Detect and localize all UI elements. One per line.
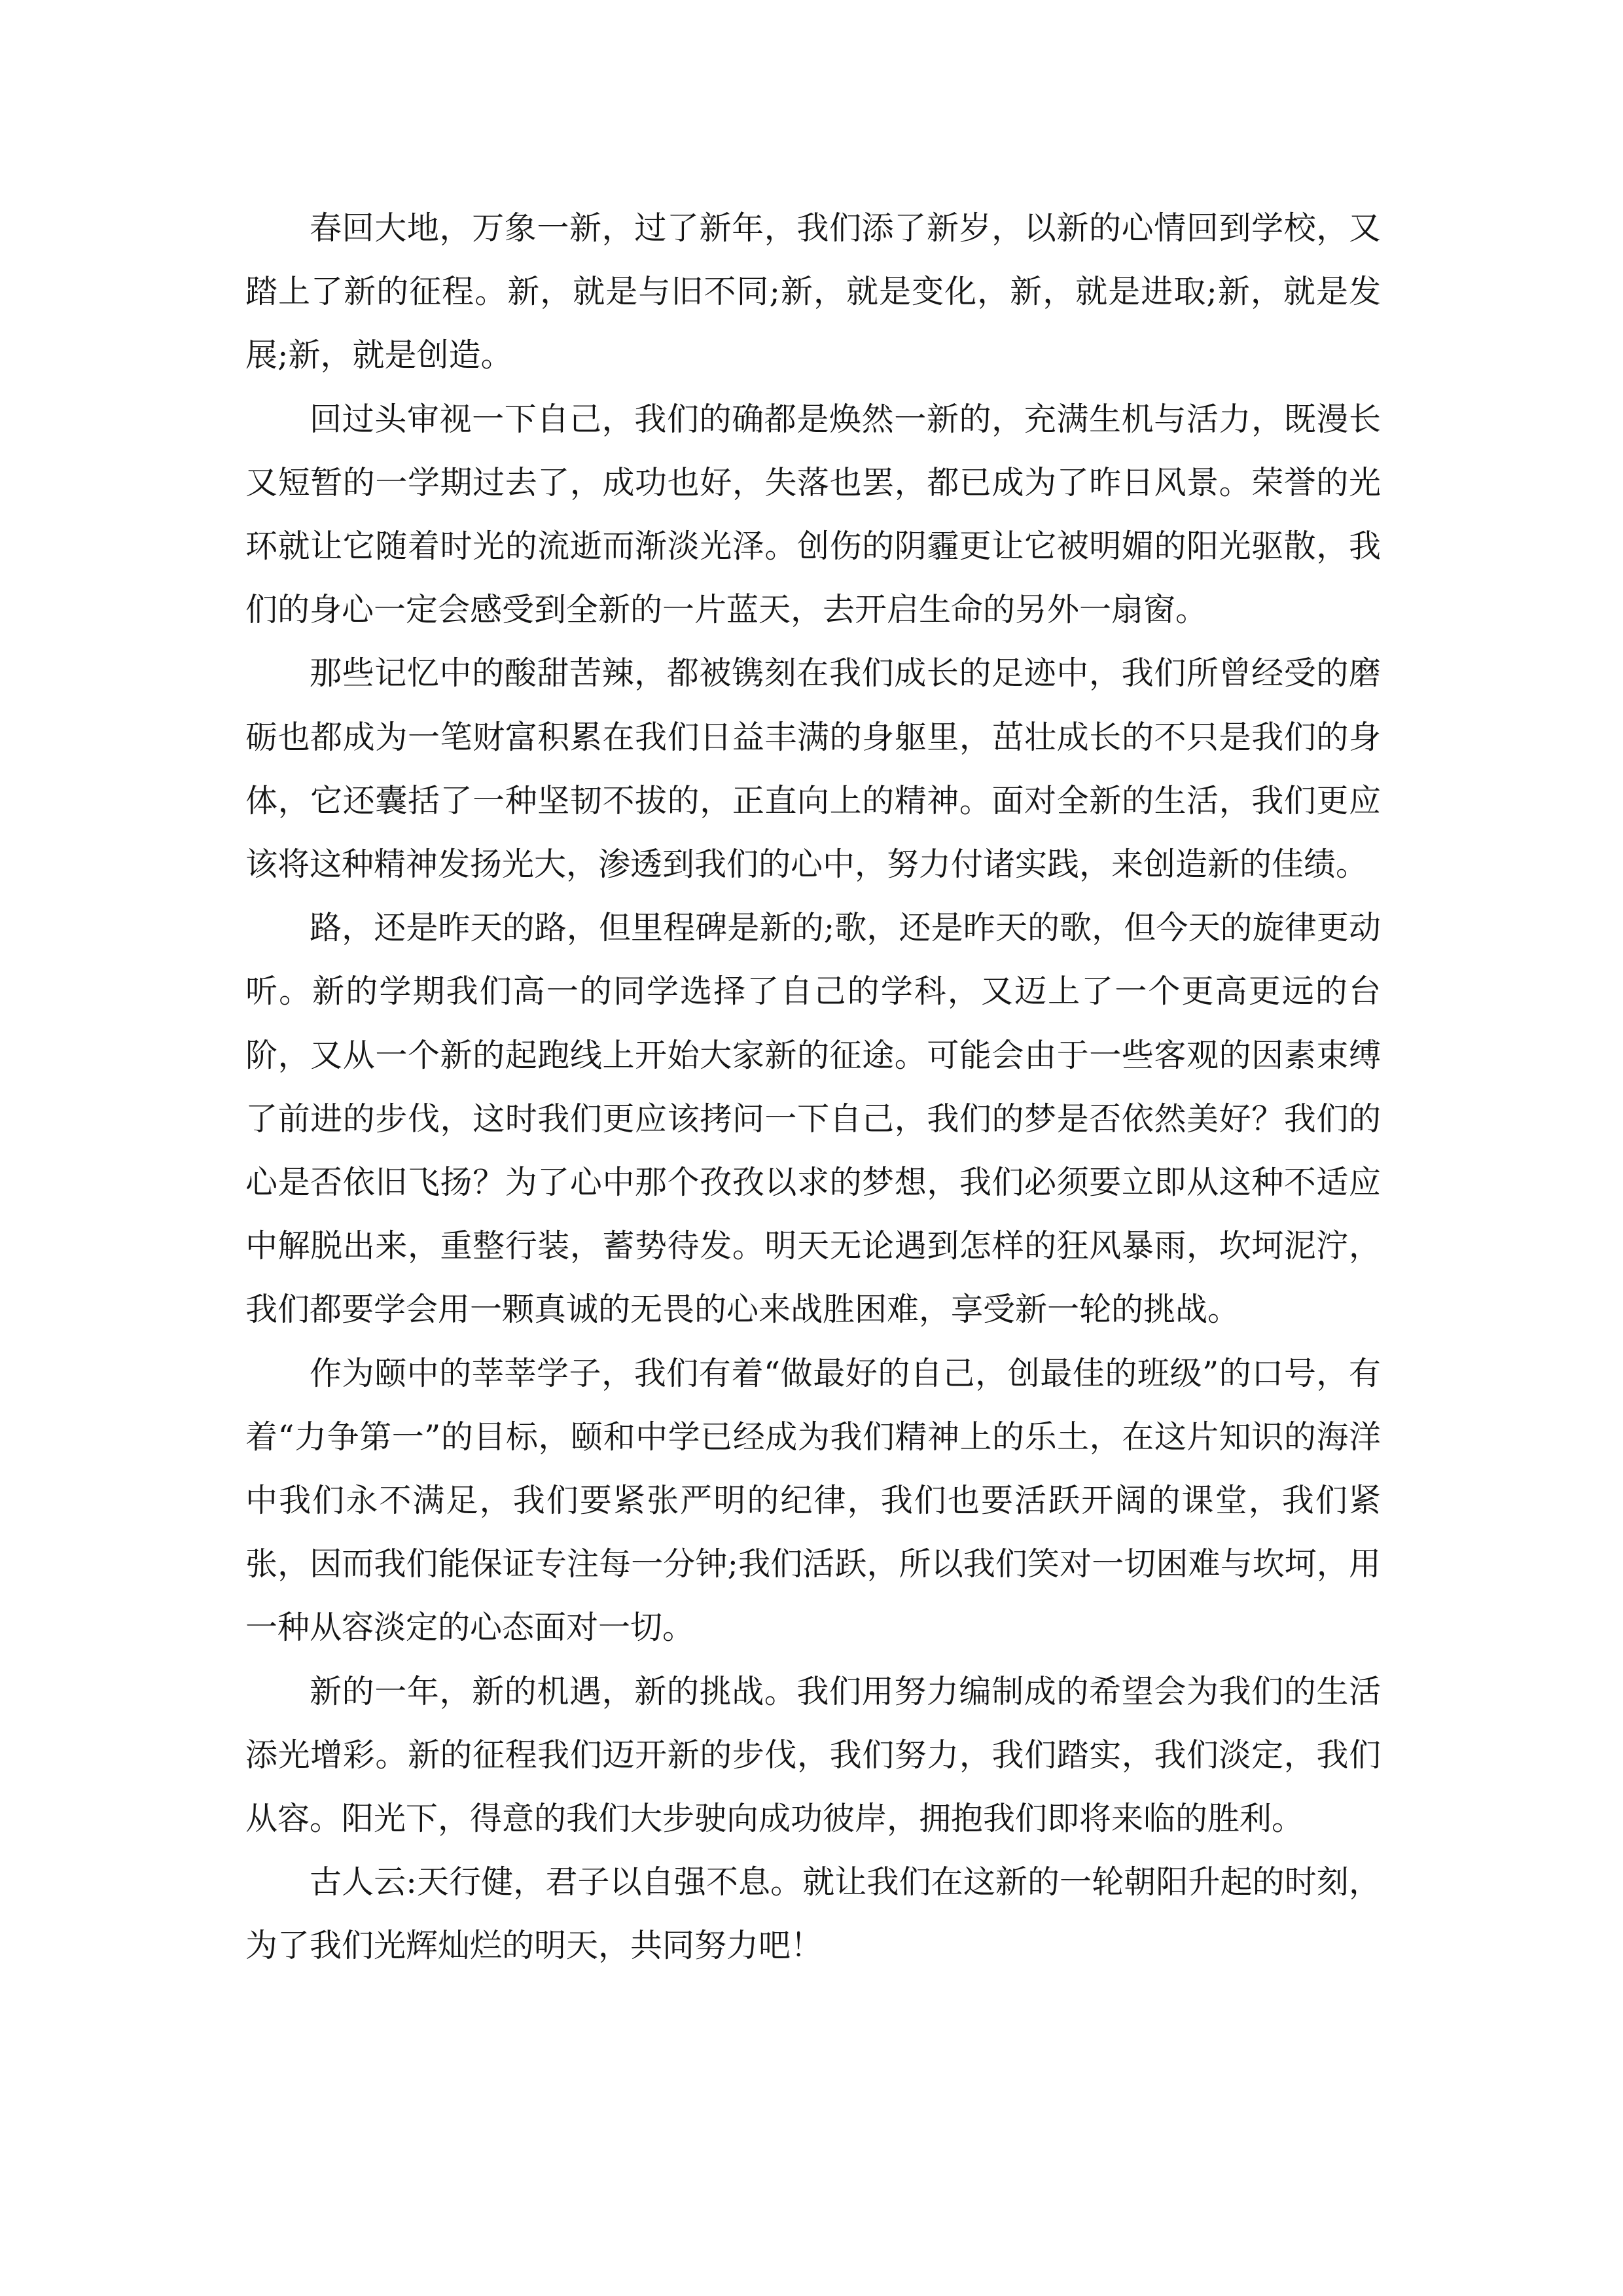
- paragraph-6: 新的一年，新的机遇，新的挑战。我们用努力编制成的希望会为我们的生活添光增彩。新的征程我们迈开新的步伐，我们努力，我们踏实，我们淡定，我们从容。阳光下，得意的我们大步驶向成功彼岸，拥抱我们即将来临的胜利。: [245, 1672, 1381, 1838]
- paragraph-7: 古人云:天行健，君子以自强不息。就让我们在这新的一轮朝阳升起的时刻，为了我们光辉灿烂的明天，共同努力吧！: [245, 1863, 1381, 1965]
- paragraph-3: 那些记忆中的酸甜苦辣，都被镌刻在我们成长的足迹中，我们所曾经受的磨砺也都成为一笔财富积累在我们日益丰满的身躯里，茁壮成长的不只是我们的身体，它还囊括了一种坚韧不拔的，正直向上的精神。面对全新的生活，我们更应该将这种精神发扬光大，渗透到我们的心中，努力付诸实践，来创造新的佳绩。: [245, 655, 1381, 884]
- paragraph-2: 回过头审视一下自己，我们的确都是焕然一新的，充满生机与活力，既漫长又短暂的一学期过去了，成功也好，失落也罢，都已成为了昨日风景。荣誉的光环就让它随着时光的流逝而渐淡光泽。创伤的阴霾更让它被明媚的阳光驱散，我们的身心一定会感受到全新的一片蓝天，去开启生命的另外一扇窗。: [245, 400, 1381, 629]
- paragraph-1: 春回大地，万象一新，过了新年，我们添了新岁，以新的心情回到学校，又踏上了新的征程。新，就是与旧不同;新，就是变化，新，就是进取;新，就是发展;新，就是创造。: [245, 209, 1381, 374]
- document-body: [245, 196, 1381, 1978]
- paragraph-4: 路，还是昨天的路，但里程碑是新的;歌，还是昨天的歌，但今天的旋律更动听。新的学期我们高一的同学选择了自己的学科，又迈上了一个更高更远的台阶，又从一个新的起跑线上开始大家新的征途。可能会由于一些客观的因素束缚了前进的步伐，这时我们更应该拷问一下自己，我们的梦是否依然美好？我们的心是否依旧飞扬？为了心中那个孜孜以求的梦想，我们必须要立即从这种不适应中解脱出来，重整行装，蓄势待发。明天无论遇到怎样的狂风暴雨，坎坷泥泞，我们都要学会用一颗真诚的无畏的心来战胜困难，享受新一轮的挑战。: [245, 909, 1381, 1329]
- paragraph-5: 作为颐中的莘莘学子，我们有着“做最好的自己，创最佳的班级”的口号，有着“力争第一”的目标，颐和中学已经成为我们精神上的乐土，在这片知识的海洋中我们永不满足，我们要紧张严明的纪律，我们也要活跃开阔的课堂，我们紧张，因而我们能保证专注每一分钟;我们活跃，所以我们笑对一切困难与坎坷，用一种从容淡定的心态面对一切。: [245, 1354, 1381, 1647]
